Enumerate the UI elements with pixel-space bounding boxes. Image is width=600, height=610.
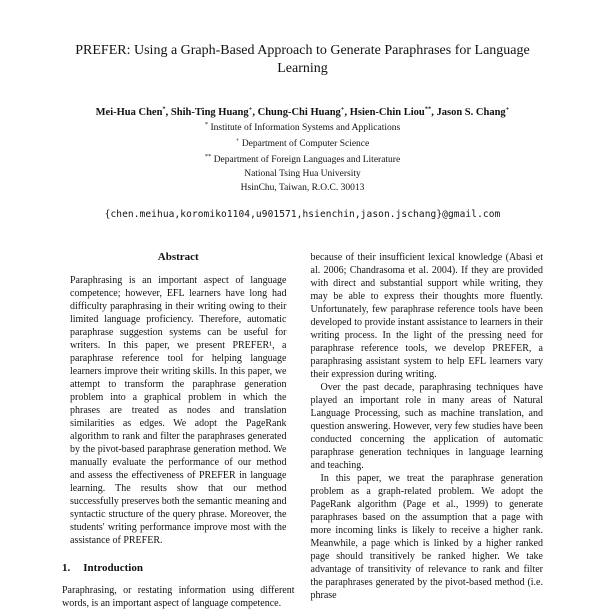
author-2: Shih-Ting Huang+, [170, 105, 258, 119]
author-3: Chung-Chi Huang+, [257, 105, 350, 119]
affiliation-line-1 [62, 120, 543, 136]
author-emails: {chen.meihua,koromiko1104,u901571,hsienchin,jason.jschang}@gmail.com [104, 208, 501, 220]
affiliation-1-text: Institute of Information Systems and Applications [208, 123, 401, 134]
right-column-paragraph-3: In this paper, we treat the paraphrase generation problem as a graph-related problem. We adopt the PageRank algorithm (Page et al., 1999) to generate paraphrases based on the assumption that a page with more incoming links is likely to receive a higher rank. Meanwhile, a page which is linked by a higher ranked page should transitively be ranked higher. We take advantage of transitivity of relevance to rank and filter the paraphrases generated by the pivot-based method (i.e. phrase [310, 472, 543, 601]
right-column-paragraph-2: Over the past decade, paraphrasing techniques have played an important role in many areas of Natural Language Processing, such as machine translation, and question answering. However, very few studies have been conducted concerning the application of automatic paraphrase generation techniques in language learning and teaching. [310, 381, 543, 471]
university-name: National Tsing Hua University [244, 169, 361, 180]
section-1-title: Introduction [83, 561, 143, 574]
university-address: HsinChu, Taiwan, R.O.C. 30013 [240, 182, 365, 193]
affiliation-2-mark: + [235, 137, 240, 145]
affiliation-3-mark: ** [204, 153, 212, 161]
author-separator: , [344, 107, 350, 119]
author-3-affiliation-mark: + [340, 105, 345, 113]
affiliation-block [62, 120, 543, 195]
affiliation-line-5 [62, 182, 543, 196]
abstract-text: Paraphrasing is an important aspect of language competence; however, EFL learners have long had difficulty paraphrasing in their writing owing to their limited language proficiency. Therefore, automatic paraphrase suggestion systems can be useful for writers. In this paper, we present PREFER¹, a paraphrase reference tool for helping language learners improve their writing skills. In this paper, we attempt to transform the paraphrase generation problem into a graphical problem in which the phrases are treated as nodes and translation similarities as edges. We adopt the PageRank algorithm to rank and filter the paraphrases generated by the pivot-based paraphrase generation method. We manually evaluate the performance of our method and assess the effectiveness of PREFER in language learning. The results show that our method successfully preserves both the semantic meaning and syntactic structure of the query phrase. Moreover, the students' writing performance improve most with the assistance of PREFER. [70, 274, 287, 546]
affiliation-2-text: Department of Computer Science [239, 139, 370, 150]
author-separator: , [252, 107, 258, 119]
affiliation-line-3 [62, 152, 543, 168]
left-column [62, 251, 295, 610]
author-1-affiliation-mark: * [162, 105, 166, 113]
section-1-heading [62, 562, 295, 575]
affiliation-1-mark: * [204, 121, 209, 129]
right-column-paragraph-1: because of their insufficient lexical knowledge (Abasi et al. 2006; Chandrasoma et al. 2004). If they are provided with direct and substantial support while writing, they may be able to express their thoughts more fluently. Unfortunately, few paraphrase reference tools have been developed to provide instant assistance to learners in their writing process. In the light of the pressing need for paraphrase reference tools, we develop PREFER, a paraphrasing assistant system to help EFL learners vary their expression during writing. [310, 251, 543, 380]
author-4-affiliation-mark: ** [424, 105, 432, 113]
abstract-heading: Abstract [157, 250, 199, 263]
affiliation-line-4 [62, 168, 543, 182]
author-1: Mei-Hua Chen*, [95, 105, 171, 119]
two-column-body [62, 251, 543, 610]
section-1-number: 1. [62, 561, 71, 574]
introduction-paragraph: Paraphrasing, or restating information using different words, is an important aspect of language competence. [62, 584, 295, 609]
author-5-affiliation-mark: + [505, 105, 510, 113]
right-column [311, 251, 544, 610]
author-5: Jason S. Chang+ [436, 105, 510, 119]
affiliation-line-2 [62, 136, 543, 152]
affiliation-3-text: Department of Foreign Languages and Literature [211, 155, 401, 166]
author-line [62, 106, 543, 119]
paper-title: PREFER: Using a Graph-Based Approach to Generate Paraphrases for Language Learning [75, 43, 530, 77]
author-separator: , [165, 107, 171, 119]
author-2-affiliation-mark: + [248, 105, 253, 113]
author-separator: , [431, 107, 437, 119]
author-4: Hsien-Chin Liou**, [349, 105, 437, 119]
